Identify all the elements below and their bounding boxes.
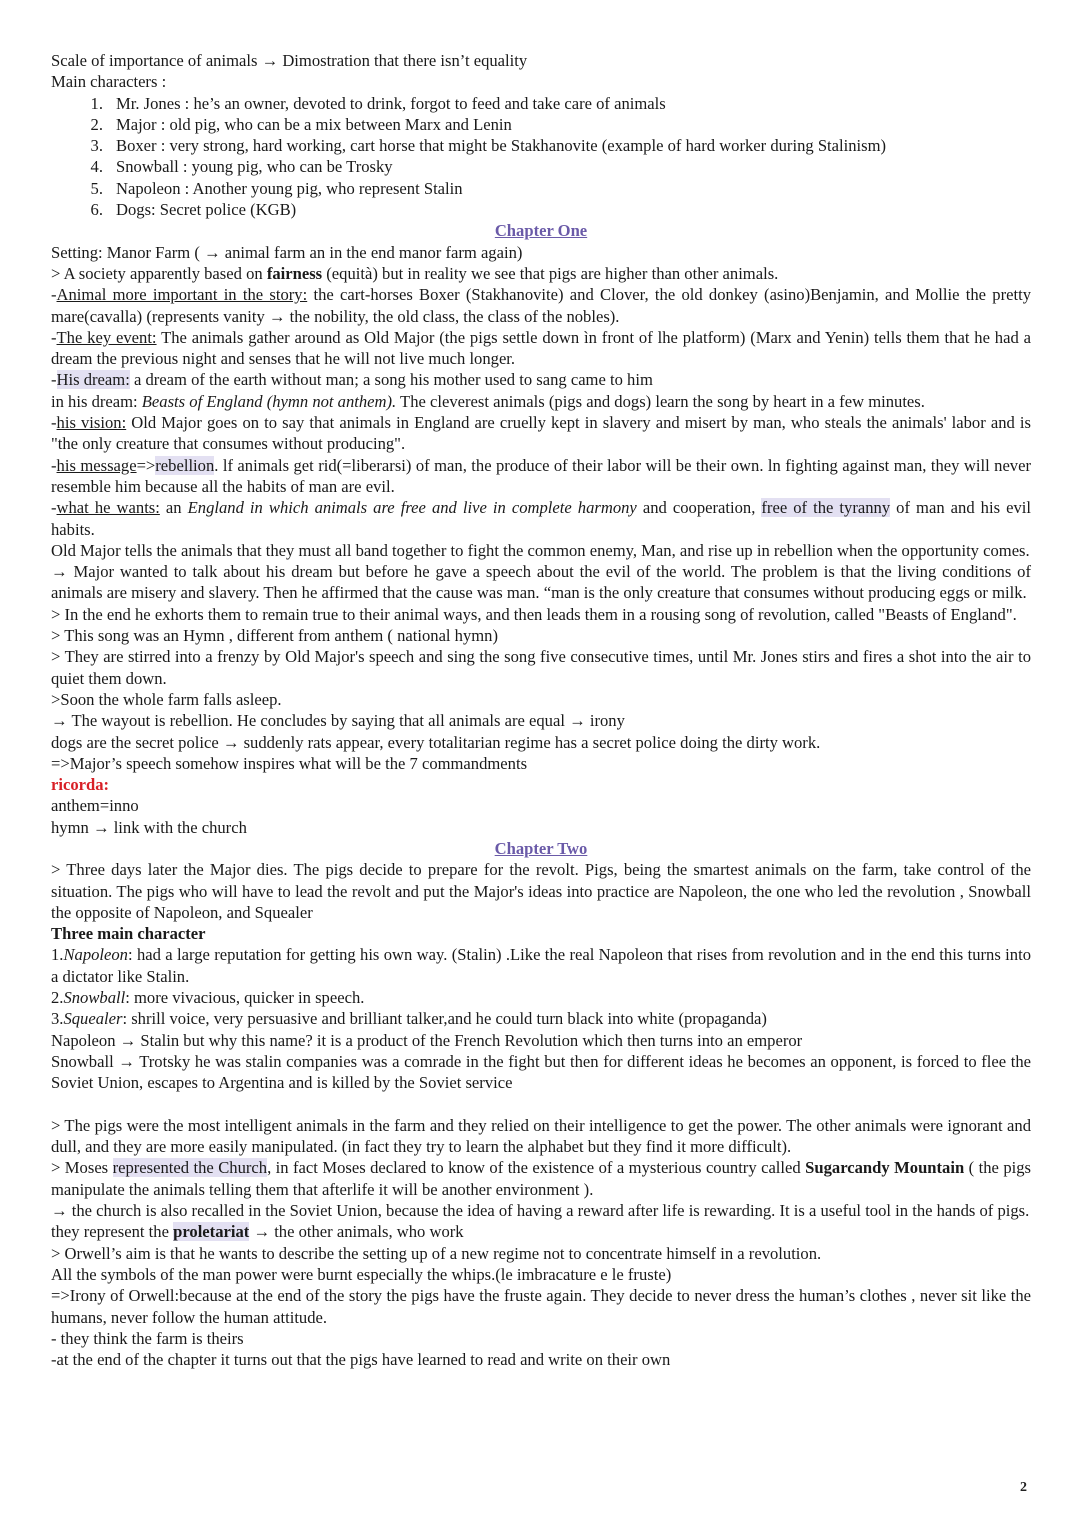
intelligent-paragraph: > The pigs were the most intelligent animals in the farm and they relied on their intelligence to get the power. The other animals were ignorant and dull, and they are more easily manipulated. (in fact they try to learn the alphabet but they find it more difficult). bbox=[51, 1115, 1031, 1157]
list-item: 4. Snowball : young pig, who can be Trosky bbox=[90, 157, 393, 177]
animals-paragraph: -Animal more important in the story: the cart-horses Boxer (Stakhanovite) and Clover, the old donkey (asino)Benjamin, and Mollie the pretty mare(cavalla) (represents vanity → the nobility, the old class, the class of the nobles). bbox=[51, 285, 1032, 326]
napoleon-paragraph: 1.Napoleon: had a large reputation for getting his own way. (Stalin) .Like the real Napoleon that rises from revolution and in the end this turns into a dictator like Stalin. bbox=[51, 945, 1031, 986]
symbols-line: All the symbols of the man power were burnt especially the whips.(le imbracature e le fruste) bbox=[51, 1264, 672, 1284]
exhort-paragraph: > In the end he exhorts them to remain true to their animal ways, and then leads them in a rousing song of revolution, called "Beasts of England". bbox=[51, 604, 1017, 624]
asleep-line: >Soon the whole farm falls asleep. bbox=[51, 689, 282, 709]
church-line: hymn → link with the church bbox=[51, 817, 247, 837]
band-paragraph: Old Major tells the animals that they must all band together to fight the common enemy, Man, and rise up in rebellion when the opportunity comes. bbox=[51, 540, 1030, 560]
list-item: 3. Boxer : very strong, hard working, cart horse that might be Stakhanovite (example of hard worker during Stalinism) bbox=[90, 136, 887, 156]
blank-line bbox=[51, 1094, 1031, 1115]
three-days-paragraph: > Three days later the Major dies. The pigs decide to prepare for the revolt. Pigs, being the smartest animals on the farm, take control of the situation. The pigs who will have to lead the revolt and put the Major's ideas into practice are Napoleon, the one who led the revolution , Snowball the opposite of Napoleon, and Squealer bbox=[51, 860, 1031, 922]
napoleon-stalin-line: Napoleon → Stalin but why this name? it is a product of the French Revolution which then turns into an emperor bbox=[51, 1030, 803, 1050]
key-event-paragraph: -The key event: The animals gather around as Old Major (the pigs settle down ìn front of lhe platform) (Marx and Yenin) tells them that he had a dream the previous night and senses that he will not live much longer. bbox=[51, 327, 1031, 369]
hymn-paragraph: > This song was an Hymn , different from anthem ( national hymn) bbox=[51, 626, 499, 646]
chapter-one-heading: Chapter One bbox=[494, 221, 588, 241]
moses-paragraph: > Moses represented the Church, in fact Moses declared to know of the existence of a mysterious country called Sugarcandy Mountain ( the pigs manipulate the animals telling them that afterlife it will be another environment ). bbox=[51, 1158, 1032, 1199]
chapter-two-heading: Chapter Two bbox=[494, 838, 588, 858]
proletariat-line: they represent the proletariat → the other animals, who work bbox=[51, 1222, 464, 1242]
snowball-trotsky-paragraph: Snowball → Trotsky he was stalin companies was a comrade in the fight but then for different ideas he becomes an opponent, is forced to flee the Soviet Union, escapes to Argentina and is killed by the Soviet service bbox=[51, 1051, 1031, 1093]
message-paragraph: -his message=>rebellion. lf animals get rid(=liberarsi) of man, the produce of their labor will be their own. ln fighting against man, they will never resemble him because all the habits of man are evil. bbox=[51, 455, 1031, 496]
characters-list bbox=[51, 93, 1031, 221]
page-number: 2 bbox=[1020, 1480, 1027, 1495]
dogs-line: dogs are the secret police → suddenly rats appear, every totalitarian regime has a secret police doing the dirty work. bbox=[51, 732, 821, 752]
speech-line: =>Major’s speech somehow inspires what will be the 7 commandments bbox=[51, 753, 528, 773]
theirs-line: - they think the farm is theirs bbox=[51, 1328, 244, 1348]
read-write-line: -at the end of the chapter it turns out that the pigs have learned to read and write on their own bbox=[51, 1350, 671, 1370]
ricorda-label: ricorda: bbox=[51, 775, 110, 795]
list-item: 5. Napoleon : Another young pig, who represent Stalin bbox=[90, 178, 463, 198]
society-paragraph: > A society apparently based on fairness (equità) but in reality we see that pigs are higher than other animals. bbox=[51, 263, 779, 283]
dream-song-paragraph: in his dream: Beasts of England (hymn not anthem). The cleverest animals (pigs and dogs) learn the song by heart in a few minutes. bbox=[51, 391, 925, 411]
dream-paragraph: -His dream: a dream of the earth without man; a song his mother used to sang came to him bbox=[51, 370, 653, 390]
frenzy-paragraph: > They are stirred into a frenzy by Old Major's speech and sing the song five consecutive times, until Mr. Jones stirs and fires a shot into the air to quiet them down. bbox=[51, 647, 1031, 688]
characters-label: Main characters : bbox=[51, 72, 167, 92]
vision-paragraph: -his vision: Old Major goes on to say that animals in England are cruelly kept in slavery and misert by man, who steals the animals' labor and is "the only creature that consumes without producing". bbox=[51, 413, 1031, 454]
snowball-paragraph: 2.Snowball: more vivacious, quicker in speech. bbox=[51, 988, 365, 1008]
list-item: 6. Dogs: Secret police (KGB) bbox=[90, 200, 297, 220]
wants-paragraph: -what he wants: an England in which animals are free and live in complete harmony and cooperation, free of the tyranny of man and his evil habits. bbox=[51, 498, 1031, 539]
irony-paragraph: =>Irony of Orwell:because at the end of the story the pigs have the fruste again. They decide to never dress the human’s clothes , never sit like the humans, never follow the human attitude. bbox=[51, 1286, 1031, 1327]
talk-paragraph: → Major wanted to talk about his dream but before he gave a speech about the evil of the world. The problem is that the living conditions of animals are misery and slavery. Then he affirmed that the cause was man. “man is the only creature that consumes without producing eggs or milk. bbox=[51, 562, 1031, 603]
squealer-paragraph: 3.Squealer: shrill voice, very persuasive and brilliant talker,and he could turn black into white (propaganda) bbox=[51, 1009, 767, 1029]
wayout-line: → The wayout is rebellion. He concludes by saying that all animals are equal → irony bbox=[51, 711, 625, 731]
soviet-paragraph: → the church is also recalled in the Soviet Union, because the idea of having a reward after life is rewarding. It is a useful tool in the hands of pigs. bbox=[51, 1201, 1030, 1221]
list-item: 2. Major : old pig, who can be a mix between Marx and Lenin bbox=[90, 114, 512, 134]
setting-line: Setting: Manor Farm ( → animal farm an in the end manor farm again) bbox=[51, 242, 523, 262]
anthem-line: anthem=inno bbox=[51, 796, 139, 816]
intro-line: Scale of importance of animals → Dimostration that there isn’t equality bbox=[51, 51, 528, 70]
document-page bbox=[51, 50, 1031, 1370]
list-item: 1. Mr. Jones : he’s an owner, devoted to drink, forgot to feed and take care of animals bbox=[90, 93, 666, 113]
aim-line: > Orwell’s aim is that he wants to describe the setting up of a new regime not to concentrate himself in a revolution. bbox=[51, 1243, 822, 1263]
three-main-character-label: Three main character bbox=[51, 924, 206, 944]
